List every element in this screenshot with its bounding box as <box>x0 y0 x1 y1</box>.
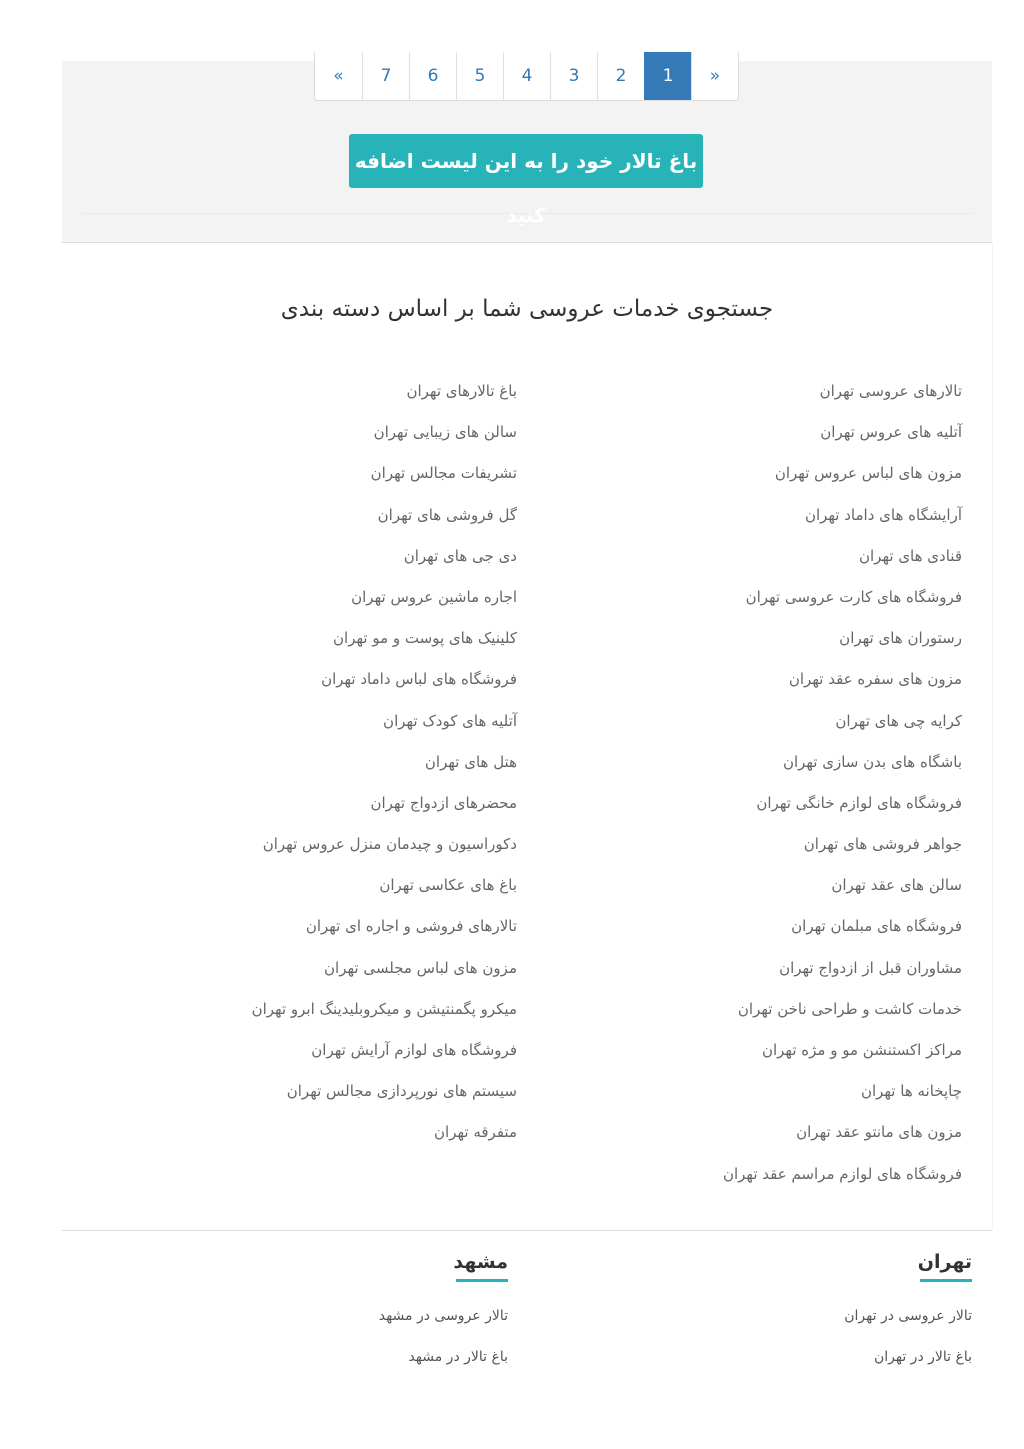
category-link[interactable]: دی جی های تهران <box>403 546 517 565</box>
page-1-button-active[interactable]: 1 <box>644 52 691 100</box>
category-link[interactable]: تشریفات مجالس تهران <box>370 464 517 483</box>
category-link[interactable]: باغ تالارهای تهران <box>406 382 517 400</box>
category-link[interactable]: باغ های عکاسی تهران <box>379 876 517 895</box>
pagination <box>314 52 739 101</box>
page-4-button[interactable]: 4 <box>503 52 550 100</box>
category-link[interactable]: آتلیه های کودک تهران <box>383 711 517 730</box>
city-title-tehran: تهران <box>917 1251 972 1273</box>
footer-link[interactable]: باغ تالار در تهران <box>873 1349 972 1365</box>
category-link[interactable]: فروشگاه های لباس داماد تهران <box>321 670 517 689</box>
category-link[interactable]: مزون های لباس عروس تهران <box>774 464 962 483</box>
category-link[interactable]: مراکز اکستنشن مو و مژه تهران <box>761 1041 962 1059</box>
category-link[interactable]: اجاره ماشین عروس تهران <box>351 587 517 606</box>
category-link[interactable]: فروشگاه های لوازم خانگی تهران <box>756 793 962 812</box>
page-prev-button[interactable]: » <box>691 52 738 100</box>
categories-title: جستجوی خدمات عروسی شما بر اساس دسته بندی <box>280 296 774 322</box>
category-link[interactable]: هتل های تهران <box>424 752 517 771</box>
category-link[interactable]: سالن های عقد تهران <box>831 876 962 895</box>
category-link[interactable]: کرایه چی های تهران <box>835 711 962 730</box>
category-link[interactable]: تالارهای عروسی تهران <box>819 382 962 400</box>
category-link[interactable]: مشاوران قبل از ازدواج تهران <box>779 958 962 977</box>
category-link[interactable]: فروشگاه های لوازم مراسم عقد تهران <box>722 1164 962 1183</box>
category-link[interactable]: مزون های لباس مجلسی تهران <box>324 958 517 977</box>
page-next-button[interactable]: « <box>333 66 344 86</box>
category-link[interactable]: مزون های مانتو عقد تهران <box>796 1123 962 1142</box>
category-link[interactable]: رستوران های تهران <box>839 629 962 648</box>
category-link[interactable]: فروشگاه های مبلمان تهران <box>791 917 962 936</box>
category-link[interactable]: سیستم های نورپردازی مجالس تهران <box>286 1082 517 1101</box>
add-venue-button[interactable]: باغ تالار خود را به این لیست اضافه کنید <box>349 134 703 188</box>
category-list-right <box>723 371 962 1195</box>
category-link[interactable]: گل فروشی های تهران <box>377 505 517 524</box>
page-6-button[interactable]: 6 <box>409 52 456 100</box>
category-link[interactable]: فروشگاه های لوازم آرایش تهران <box>311 1041 517 1059</box>
category-link[interactable]: آرایشگاه های داماد تهران <box>804 505 962 524</box>
category-link[interactable]: متفرقه تهران <box>434 1123 517 1142</box>
category-link[interactable]: میکرو پگمنتیشن و میکروبلیدینگ ابرو تهران <box>251 999 517 1018</box>
footer-city-tehran <box>844 1251 972 1378</box>
category-link[interactable]: مزون های سفره عقد تهران <box>788 670 962 689</box>
footer-divider <box>62 1230 992 1231</box>
page-2-button[interactable]: 2 <box>597 52 644 100</box>
category-link[interactable]: کلینیک های پوست و مو تهران <box>333 629 517 648</box>
footer-city-mashhad <box>379 1251 508 1378</box>
city-title-mashhad: مشهد <box>453 1251 508 1273</box>
category-link[interactable]: فروشگاه های کارت عروسی تهران <box>745 587 962 606</box>
category-link[interactable]: دکوراسیون و چیدمان منزل عروس تهران <box>262 835 517 854</box>
category-link[interactable]: جواهر فروشی های تهران <box>803 835 962 854</box>
category-link[interactable]: قنادی های تهران <box>859 546 962 565</box>
city-title-underline <box>920 1279 972 1282</box>
category-link[interactable]: آتلیه های عروس تهران <box>820 423 962 442</box>
city-title-underline <box>456 1279 508 1282</box>
category-link[interactable]: چاپخانه ها تهران <box>860 1082 962 1101</box>
category-link[interactable]: باشگاه های بدن سازی تهران <box>782 752 962 771</box>
page-7-button[interactable]: 7 <box>362 52 409 100</box>
footer-link[interactable]: باغ تالار در مشهد <box>408 1349 508 1365</box>
category-link[interactable]: تالارهای فروشی و اجاره ای تهران <box>305 917 517 936</box>
footer-link[interactable]: تالار عروسی در تهران <box>844 1308 972 1324</box>
page-5-button[interactable]: 5 <box>456 52 503 100</box>
category-list-left <box>252 371 517 1154</box>
category-link[interactable]: خدمات کاشت و طراحی ناخن تهران <box>737 999 962 1018</box>
page-3-button[interactable]: 3 <box>550 52 597 100</box>
category-link[interactable]: محضرهای ازدواج تهران <box>370 793 517 812</box>
category-link[interactable]: سالن های زیبایی تهران <box>373 423 517 442</box>
footer-link[interactable]: تالار عروسی در مشهد <box>378 1308 508 1324</box>
